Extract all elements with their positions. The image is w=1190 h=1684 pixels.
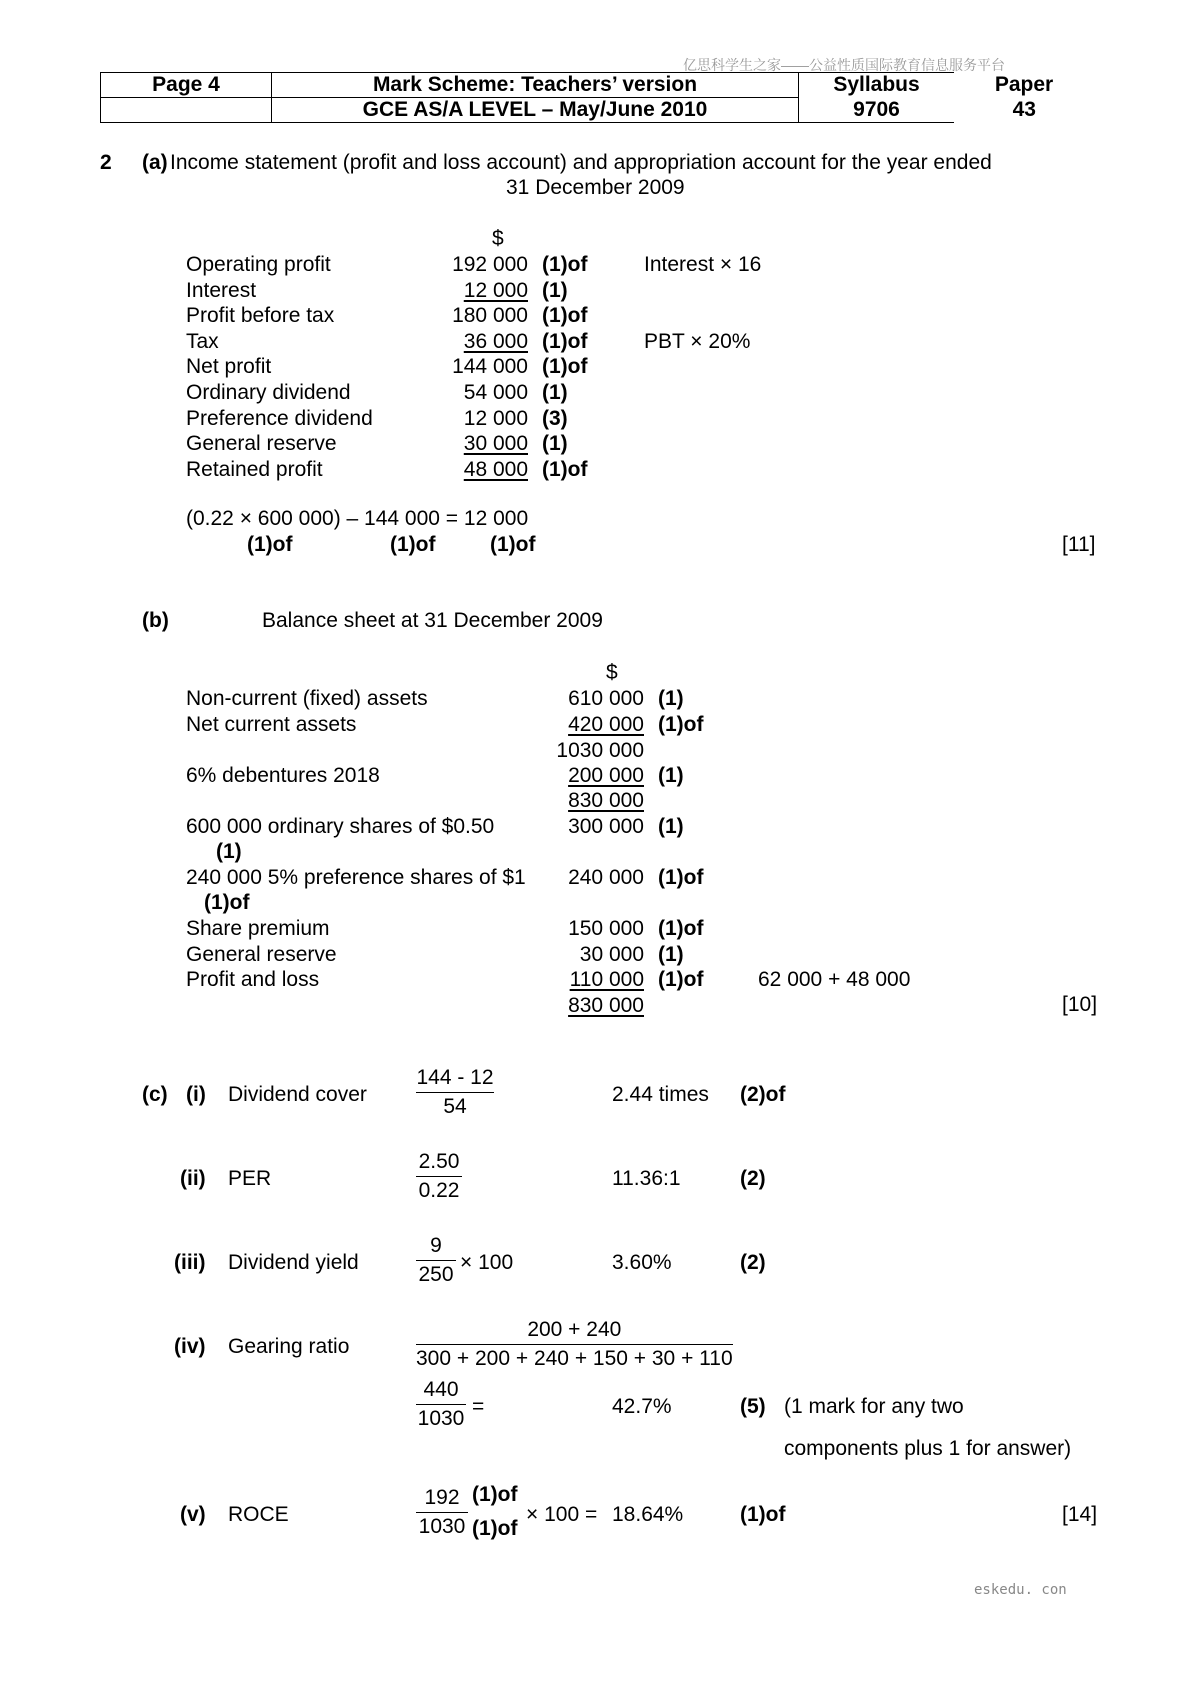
header-page: Page 4 [101,73,272,98]
statement-row-mark: (1)of [542,253,588,276]
part-c-total: [14] [1062,1503,1098,1526]
part-b-title: Balance sheet at 31 December 2009 [262,609,603,632]
balance-row-amount: 30 000 [579,943,644,966]
balance-row-mark: (1) [658,815,684,838]
statement-row-label: Net profit [186,355,272,379]
header-empty-cell [101,98,272,123]
balance-row-mark: (1)of [658,917,704,940]
fraction-numerator: 192 [416,1484,468,1513]
balance-row-sub-mark: (1) [216,840,242,863]
working-formula: (0.22 × 600 000) – 144 000 = 12 000 [186,507,529,530]
statement-row-label: Interest [186,278,257,302]
statement-row-note: PBT × 20% [644,329,751,353]
ratio-fraction [416,1316,733,1373]
ratio-answer: 2.44 times [612,1083,709,1106]
fraction-numerator: 440 [416,1376,466,1405]
fraction-numerator: 9 [416,1232,456,1261]
numerator-mark: (1)of [472,1483,518,1506]
fraction-denominator: 1030 [418,1515,466,1538]
ratio-answer: 18.64% [612,1503,684,1526]
balance-row-label: 6% debentures 2018 [186,764,380,787]
part-c-label: (c) [142,1083,168,1106]
balance-row-amount: 420 000 [568,713,644,736]
statement-row-amount: 48 000 [463,457,528,481]
part-a-currency: $ [492,227,504,250]
statement-row-label: Ordinary dividend [186,381,351,404]
ratio-num: (ii) [180,1167,206,1190]
fraction-numerator: 144 - 12 [416,1064,494,1093]
balance-row-label: Non-current (fixed) assets [186,687,428,710]
ratio-name: Gearing ratio [228,1335,350,1358]
ratio-name: ROCE [228,1503,289,1526]
balance-row-amount: 150 000 [568,917,644,940]
statement-row-note: Interest × 16 [644,253,762,276]
fraction-denominator: 54 [443,1095,467,1118]
denominator-mark: (1)of [472,1517,518,1540]
balance-row-sub-mark: (1)of [204,891,250,914]
fraction-numerator: 200 + 240 [416,1316,733,1345]
header-paper: 43 [1012,98,1036,121]
statement-row-amount: 180 000 [452,304,528,328]
header-syllabus: 9706 [799,98,955,123]
header-paper-label: Paper [994,73,1054,96]
statement-row-label: Preference dividend [186,406,373,430]
statement-row-mark: (1)of [542,329,588,353]
statement-row-amount: 30 000 [463,432,528,456]
ratio-name: Dividend yield [228,1251,359,1274]
ratio-fraction [416,1484,468,1541]
balance-row-label: Share premium [186,917,330,940]
ratio-name: PER [228,1167,272,1190]
balance-row-mark: (1) [658,764,684,787]
ratio-num: (i) [186,1083,206,1106]
part-a-total: [11] [1062,533,1096,556]
part-a-label: (a) [142,151,168,174]
balance-row-mark: (1)of [658,968,704,991]
statement-row-amount: 12 000 [463,406,528,430]
ratio-note: components plus 1 for answer) [784,1437,1072,1460]
statement-row-mark: (1)of [542,457,588,481]
question-number: 2 [100,151,112,174]
balance-row-amount: 110 000 [569,968,644,991]
ratio-fraction [416,1148,462,1205]
balance-row-label: 600 000 ordinary shares of $0.50 [186,815,495,838]
working-mark: (1)of [490,533,536,556]
balance-row-amount: 1030 000 [556,739,644,762]
part-b-currency: $ [606,661,618,684]
ratio-fraction [416,1064,494,1121]
working-mark: (1)of [390,533,436,556]
balance-row-mark: (1) [658,943,684,966]
statement-row-label: Operating profit [186,253,331,276]
statement-row-amount: 12 000 [463,278,528,302]
balance-row-note: 62 000 + 48 000 [758,968,911,991]
balance-row-amount: 830 000 [568,789,644,812]
balance-row-amount: 200 000 [568,764,644,787]
ratio-num: (iii) [174,1251,206,1274]
header-title: Mark Scheme: Teachers’ version [272,73,799,98]
statement-row-mark: (1) [542,381,568,404]
ratio-mark: (1)of [740,1503,786,1526]
statement-row-mark: (1) [542,432,568,456]
header-exam: GCE AS/A LEVEL – May/June 2010 [272,98,799,123]
balance-row-amount: 610 000 [568,687,644,710]
ratio-mark: (2) [740,1251,766,1274]
footer-text: eskedu. con [974,1582,1067,1598]
ratio-suffix: = [472,1395,485,1418]
ratio-mark: (2) [740,1167,766,1190]
fraction-denominator: 250 [418,1263,454,1286]
ratio-mark: (2)of [740,1083,786,1106]
balance-row-label: Profit and loss [186,968,320,991]
ratio-note: (1 mark for any two [784,1395,964,1418]
ratio-name: Dividend cover [228,1083,367,1106]
balance-row-label: 240 000 5% preference shares of $1 [186,866,526,889]
statement-row-amount: 144 000 [452,355,528,379]
part-a-title-date: 31 December 2009 [506,176,685,199]
part-b-label: (b) [142,609,169,632]
working-mark: (1)of [247,533,293,556]
ratio-num: (v) [180,1503,206,1526]
ratio-num: (iv) [174,1335,206,1358]
header-table [100,72,1095,123]
balance-row-mark: (1)of [658,713,704,736]
statement-row-label: General reserve [186,432,337,456]
watermark-text: 亿思科学生之家——公益性质国际教育信息服务平台 [683,57,1005,73]
balance-row-mark: (1) [658,687,684,710]
balance-row-mark: (1)of [658,866,704,889]
part-b-total: [10] [1062,993,1098,1016]
statement-row-mark: (1)of [542,355,588,379]
ratio-answer: 42.7% [612,1395,672,1418]
statement-row-amount: 36 000 [463,329,528,353]
statement-row-mark: (1) [542,278,568,302]
statement-row-label: Profit before tax [186,304,335,328]
statement-row-amount: 54 000 [463,381,528,404]
fraction-denominator: 300 + 200 + 240 + 150 + 30 + 110 [416,1347,733,1370]
fraction-denominator: 1030 [417,1407,465,1430]
statement-row-label: Retained profit [186,457,323,481]
fraction-numerator: 2.50 [416,1148,462,1177]
ratio-answer: 11.36:1 [612,1167,681,1190]
balance-row-label: General reserve [186,943,337,966]
ratio-mark: (5) [740,1395,766,1418]
ratio-fraction-simplified [416,1376,466,1433]
balance-row-amount: 240 000 [568,866,644,889]
balance-row-label: Net current assets [186,713,357,736]
statement-row-amount: 192 000 [452,253,528,276]
ratio-suffix: × 100 = [526,1503,598,1526]
ratio-fraction [416,1232,456,1289]
balance-row-amount: 300 000 [568,815,644,838]
balance-row-amount: 830 000 [568,994,644,1017]
fraction-denominator: 0.22 [418,1179,460,1202]
statement-row-label: Tax [186,329,219,353]
statement-row-mark: (1)of [542,304,588,328]
header-syllabus-label: Syllabus [799,73,955,98]
statement-row-mark: (3) [542,406,568,430]
ratio-answer: 3.60% [612,1251,672,1274]
part-a-title: Income statement (profit and loss account) and appropriation account for the year ended [170,151,992,174]
ratio-suffix: × 100 [460,1251,514,1274]
